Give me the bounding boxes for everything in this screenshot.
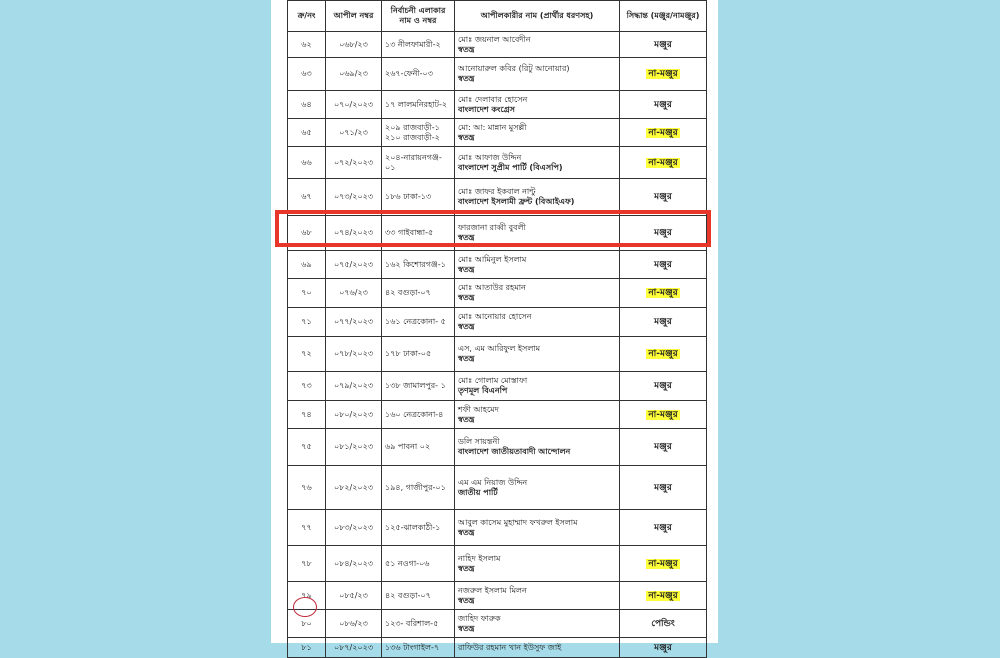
decision-rejected: না-মঞ্জুর (648, 409, 678, 420)
constituency-cell (382, 179, 455, 216)
constituency-line: ১৬১ নেত্রকোনা- ৫ (385, 317, 446, 326)
serial-cell: ৮০ (288, 610, 326, 638)
decision-cell (620, 179, 707, 216)
appeal-results-table (287, 0, 707, 658)
serial-cell: ৬৩ (288, 58, 326, 91)
decision-cell (620, 337, 707, 372)
appeal-no-cell: ০৮১/২০২৩ (326, 429, 382, 466)
decision-rejected: না-মঞ্জুর (648, 127, 678, 138)
constituency-line: ১৩ নীলফামারী-২ (385, 39, 441, 49)
decision-label: মঞ্জুর (654, 259, 672, 270)
table-row (288, 147, 707, 179)
appellant-cell (455, 638, 620, 658)
appellant-cell (455, 179, 620, 216)
decision-cell (620, 372, 707, 401)
appellant-cell (455, 251, 620, 279)
decision-label: মঞ্জুর (654, 192, 672, 202)
serial-cell: ৬৪ (288, 91, 326, 119)
table-row (288, 510, 707, 546)
appellant-cell (455, 429, 620, 466)
serial-cell: ৭৮ (288, 546, 326, 582)
constituency-line: ২৬৭-ফেনী-০৩ (385, 69, 433, 78)
constituency-line: ১৮৬ ঢাকা-১৩ (385, 192, 432, 201)
constituency-line: ২১০ রাজবাড়ী-২ (385, 132, 440, 142)
serial-cell: ৭৭ (288, 510, 326, 546)
appeal-no-cell: ০৭১/২৩ (326, 119, 382, 147)
serial-cell: ৭০ (288, 279, 326, 308)
appeal-no-cell: ০৭৮/২০২৩ (326, 337, 382, 372)
appeal-no-cell: ০৮৫/২৩ (326, 582, 382, 610)
decision-rejected: না-মঞ্জুর (648, 590, 678, 601)
candidate-type: স্বতন্ত্র (458, 354, 475, 363)
constituency-cell (382, 466, 455, 510)
appellant-cell (455, 401, 620, 429)
constituency-cell (382, 429, 455, 466)
candidate-type: স্বতন্ত্র (458, 563, 475, 573)
decision-cell (620, 466, 707, 510)
decision-cell (620, 510, 707, 546)
constituency-cell (382, 510, 455, 546)
constituency-line: ১৩৬ টাংগাইল-৭ (385, 642, 440, 652)
constituency-cell (382, 546, 455, 582)
decision-cell (620, 429, 707, 466)
constituency-cell (382, 32, 455, 58)
constituency-cell (382, 337, 455, 372)
appellant-name: মোঃ আমিনুল ইসলাম (458, 254, 527, 264)
candidate-type: স্বতন্ত্র (458, 74, 475, 83)
appellant-name: রাফিউর রহমান খান ইউসুফ জাই (458, 642, 562, 652)
constituency-line: ১৬২ কিশোরগঞ্জ-১ (385, 259, 446, 269)
serial-cell: ৭৯ (288, 582, 326, 610)
decision-cell (620, 546, 707, 582)
appellant-cell (455, 372, 620, 401)
table-row (288, 546, 707, 582)
constituency-cell (382, 401, 455, 429)
serial-cell: ৭৬ (288, 466, 326, 510)
table-row (288, 582, 707, 610)
table-row (288, 119, 707, 147)
decision-rejected: না-মঞ্জুর (648, 558, 678, 569)
appellant-cell (455, 582, 620, 610)
constituency-line: ২০৯ রাজবাড়ী-১ (385, 122, 440, 132)
constituency-cell (382, 119, 455, 147)
appellant-cell (455, 466, 620, 510)
candidate-type: বাংলাদেশ ইসলামী ফ্রন্ট (বিআইএফ) (458, 197, 575, 206)
decision-label: মঞ্জুর (654, 228, 672, 238)
appellant-cell (455, 119, 620, 147)
appellant-name: আবুল কাসেম মুহাম্মাদ ফখরুল ইসলাম (458, 517, 578, 527)
candidate-type: স্বতন্ত্র (458, 132, 475, 142)
appellant-name: নজরুল ইসলাম মিলন (458, 585, 527, 595)
serial-cell: ৬২ (288, 32, 326, 58)
appellant-name: মোঃ আফাজ উদ্দিন (458, 152, 522, 162)
appeal-no-cell: ০৮০/২০২৩ (326, 401, 382, 429)
decision-cell (620, 401, 707, 429)
constituency-cell (382, 372, 455, 401)
serial-cell: ৭২ (288, 337, 326, 372)
appeal-no-cell: ০৭৪/২০২৩ (326, 216, 382, 251)
table-row (288, 638, 707, 658)
decision-label: মঞ্জুর (654, 317, 672, 327)
decision-cell (620, 582, 707, 610)
candidate-type: স্বতন্ত্র (458, 44, 475, 54)
constituency-line: ৪২ বগুড়া-০৭ (385, 590, 431, 600)
constituency-cell (382, 91, 455, 119)
appellant-cell (455, 510, 620, 546)
appeal-no-cell: ০৮৪/২০২৩ (326, 546, 382, 582)
document-page (271, 0, 718, 653)
table-row (288, 279, 707, 308)
decision-rejected: না-মঞ্জুর (648, 349, 678, 359)
appellant-name: মো: আ: মান্নান মুসল্লী (458, 122, 527, 132)
decision-label: মঞ্জুর (654, 381, 672, 391)
appeal-no-cell: ০৭২/২০২৩ (326, 147, 382, 179)
constituency-line: ২০৪-নারায়নগঞ্জ- (385, 152, 442, 162)
decision-rejected: না-মঞ্জুর (648, 157, 678, 168)
header-appeal-no: আপীল নম্বর (326, 1, 382, 32)
appeal-no-cell: ০৭৭/২০২৩ (326, 308, 382, 337)
candidate-type: বাংলাদেশ কংগ্রেস (458, 104, 515, 114)
serial-cell: ৬৫ (288, 119, 326, 147)
appeal-no-cell: ০৭০/২০২৩ (326, 91, 382, 119)
appellant-cell (455, 58, 620, 91)
serial-cell: ৭৫ (288, 429, 326, 466)
table-row (288, 372, 707, 401)
header-decision: সিদ্ধান্ত (মঞ্জুর/নামঞ্জুর) (620, 1, 707, 32)
decision-cell (620, 58, 707, 91)
table-row (288, 58, 707, 91)
serial-cell: ৭১ (288, 308, 326, 337)
candidate-type: স্বতন্ত্র (458, 623, 475, 633)
appellant-name: মোঃ দেলাবার হোসেন (458, 94, 528, 104)
appellant-name: ফারজানা রাব্বী বুবলী (458, 223, 526, 232)
constituency-line: ১৩৮ জামালপুর- ১ (385, 381, 446, 390)
decision-label: মঞ্জুর (654, 99, 672, 110)
decision-label: মঞ্জুর (654, 482, 672, 493)
constituency-cell (382, 58, 455, 91)
header-serial: ক্র/নং (288, 1, 326, 32)
candidate-type: স্বতন্ত্র (458, 233, 475, 242)
decision-label: মঞ্জুর (654, 522, 672, 533)
decision-rejected: না-মঞ্জুর (648, 288, 678, 298)
table-row (288, 91, 707, 119)
constituency-line: ০১ (385, 162, 396, 172)
decision-label: মঞ্জুর (654, 442, 672, 452)
table-row (288, 429, 707, 466)
appellant-cell (455, 91, 620, 119)
constituency-cell (382, 279, 455, 308)
candidate-type: বাংলাদেশ সুপ্রীম পার্টি (বিএসপি) (458, 162, 563, 172)
candidate-type: বাংলাদেশ জাতীয়তাবাদী আন্দোলন (458, 447, 571, 456)
table-row (288, 401, 707, 429)
constituency-cell (382, 308, 455, 337)
appellant-name: এস, এম আরিফুল ইসলাম (458, 344, 541, 353)
serial-cell: ৬৬ (288, 147, 326, 179)
decision-cell (620, 216, 707, 251)
table-row (288, 308, 707, 337)
appeal-no-cell: ০৭৫/২০২৩ (326, 251, 382, 279)
appellant-name: ডলি সায়ন্তনী (458, 437, 500, 446)
serial-cell: ৭৩ (288, 372, 326, 401)
candidate-type: স্বতন্ত্র (458, 414, 475, 424)
decision-cell (620, 32, 707, 58)
candidate-type: স্বতন্ত্র (458, 293, 475, 302)
table-row (288, 610, 707, 638)
constituency-line: ১২৫-ঝালকাঠী-১ (385, 522, 441, 532)
decision-cell (620, 251, 707, 279)
table-row (288, 466, 707, 510)
appeal-no-cell: ০৮৭/২০২৩ (326, 638, 382, 658)
decision-label: পেন্ডিং (651, 618, 675, 629)
appellant-name: মোঃ জাফর ইকবাল নান্টু (458, 187, 536, 196)
constituency-cell (382, 216, 455, 251)
appellant-cell (455, 337, 620, 372)
header-appellant: আপীলকারীর নাম (প্রার্থীর ধরণসহ) (455, 1, 620, 32)
appeal-no-cell: ০৬৯/২৩ (326, 58, 382, 91)
appellant-name: মোঃ গোলাম মোস্তাফা (458, 376, 528, 385)
appeal-no-cell: ০৭৯/২০২৩ (326, 372, 382, 401)
decision-cell (620, 308, 707, 337)
table-row (288, 179, 707, 216)
constituency-line: ১৬০ নেত্রকোনা-৪ (385, 409, 444, 419)
constituency-cell (382, 582, 455, 610)
constituency-cell (382, 610, 455, 638)
appeal-no-cell: ০৭৩/২০২৩ (326, 179, 382, 216)
appellant-name: মোঃ জয়নাল আবেদীন (458, 34, 531, 44)
decision-cell (620, 119, 707, 147)
table-header-row (288, 1, 707, 32)
serial-cell: ৮১ (288, 638, 326, 658)
candidate-type: স্বতন্ত্র (458, 527, 475, 537)
table-row (288, 216, 707, 251)
appellant-name: নাহিদ ইসলাম (458, 553, 501, 563)
constituency-line: ১২৩- বরিশাল-৫ (385, 618, 439, 628)
constituency-line: ১৭ লালমনিরহাট-২ (385, 99, 448, 109)
appellant-cell (455, 610, 620, 638)
decision-cell (620, 638, 707, 658)
constituency-cell (382, 251, 455, 279)
candidate-type: স্বতন্ত্র (458, 264, 475, 274)
constituency-cell (382, 638, 455, 658)
appeal-no-cell: ০৮৩/২০২৩ (326, 510, 382, 546)
table-row (288, 32, 707, 58)
decision-cell (620, 279, 707, 308)
candidate-type: স্বতন্ত্র (458, 322, 475, 331)
decision-label: মঞ্জুর (654, 39, 672, 50)
constituency-line: ৫১ নওগা-০৬ (385, 558, 430, 568)
appellant-name: মোঃ আনোয়ার হোসেন (458, 312, 532, 321)
candidate-type: জাতীয় পার্টি (458, 487, 498, 497)
appellant-name: শফী আহমেদ (458, 404, 499, 414)
candidate-type: স্বতন্ত্র (458, 595, 475, 605)
serial-cell: ৭৪ (288, 401, 326, 429)
serial-cell: ৬৮ (288, 216, 326, 251)
decision-cell (620, 147, 707, 179)
appellant-name: এম এম নিয়াজ উদ্দিন (458, 477, 528, 487)
header-constituency: নির্বাচনী এলাকার নাম ও নম্বর (382, 1, 455, 32)
appeal-no-cell: ০৮৬/২৩ (326, 610, 382, 638)
decision-cell (620, 91, 707, 119)
appeal-no-cell: ০৭৬/২৩ (326, 279, 382, 308)
candidate-type: তৃণমূল বিএনপি (458, 386, 508, 395)
constituency-cell (382, 147, 455, 179)
appellant-name: আনোয়ারুল কবির (রিটু আনোয়ার) (458, 64, 570, 73)
appellant-cell (455, 546, 620, 582)
constituency-line: ৬৯ পাবনা ০২ (385, 442, 431, 451)
constituency-line: ৩৩ গাইবান্ধা-৫ (385, 228, 434, 237)
serial-cell: ৬৯ (288, 251, 326, 279)
decision-rejected: না-মঞ্জুর (648, 69, 678, 79)
constituency-line: ১৭৮ ঢাকা-০৫ (385, 349, 432, 358)
table-row (288, 337, 707, 372)
table-row (288, 251, 707, 279)
decision-cell (620, 610, 707, 638)
appellant-cell (455, 308, 620, 337)
constituency-line: ১৯৪, গাজীপুর-০১ (385, 482, 446, 492)
appellant-name: জাহিদ ফারুক (458, 613, 501, 623)
appellant-cell (455, 147, 620, 179)
decision-label: মঞ্জুর (654, 642, 672, 653)
appeal-no-cell: ০৬৮/২৩ (326, 32, 382, 58)
appellant-name: মোঃ আতাউর রহমান (458, 283, 526, 292)
appellant-cell (455, 216, 620, 251)
constituency-line: ৪২ বগুড়া-০৭ (385, 288, 431, 297)
appeal-no-cell: ০৮২/২০২৩ (326, 466, 382, 510)
serial-cell: ৬৭ (288, 179, 326, 216)
appellant-cell (455, 279, 620, 308)
appellant-cell (455, 32, 620, 58)
